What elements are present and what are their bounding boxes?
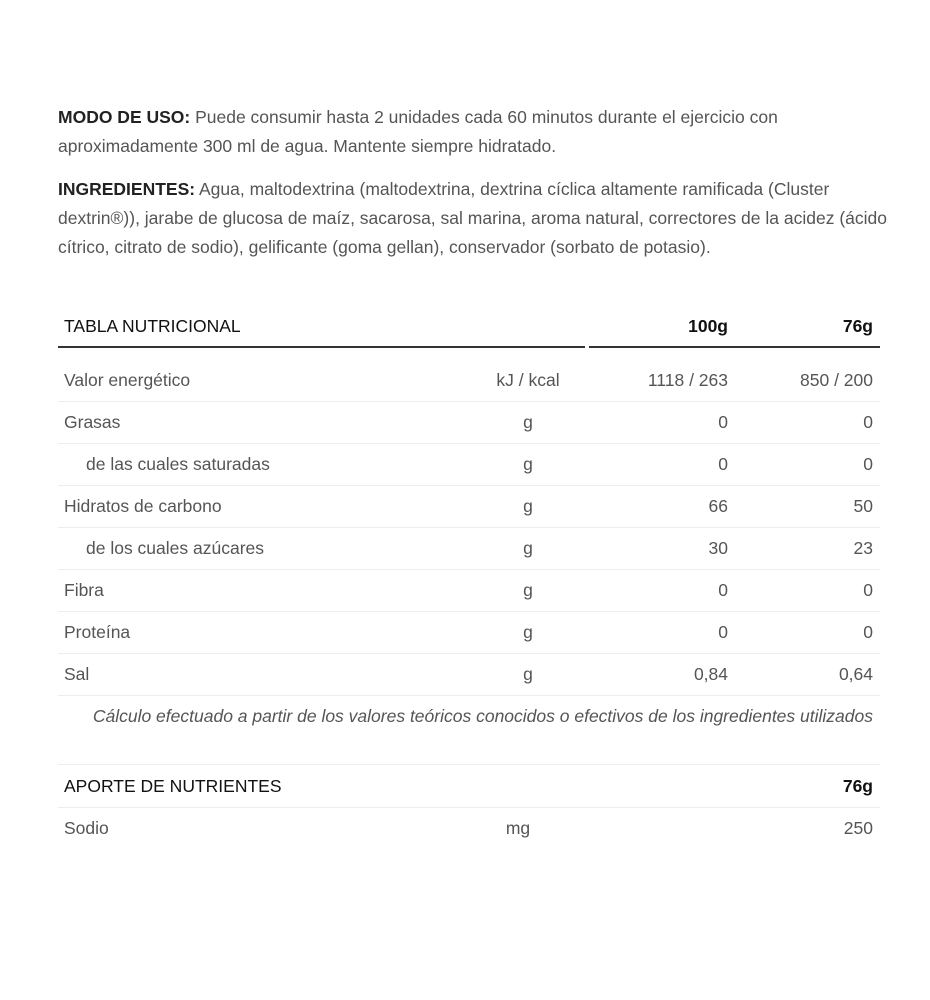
table-row-fiber	[58, 569, 880, 612]
table-row-fats	[58, 401, 880, 444]
row-value-100g: 30	[708, 538, 728, 558]
row-value-76g: 50	[853, 496, 873, 516]
table-row-sugars	[58, 527, 880, 570]
table-row-saturated	[58, 443, 880, 486]
nutrients-table-title: APORTE DE NUTRIENTES	[64, 776, 282, 796]
row-value-100g: 1118 / 263	[647, 370, 728, 390]
table-row-carbohydrates	[58, 485, 880, 528]
row-name: Fibra	[64, 580, 104, 600]
row-value-100g: 0	[718, 580, 728, 600]
ingredients-label: INGREDIENTES:	[58, 179, 196, 199]
row-unit: mg	[505, 818, 531, 838]
row-value-100g: 0	[718, 622, 728, 642]
row-value-76g: 0	[863, 580, 873, 600]
row-name: Proteína	[64, 622, 131, 642]
row-unit: g	[523, 538, 533, 558]
row-unit: g	[523, 454, 533, 474]
row-value-100g: 66	[708, 496, 728, 516]
row-value-76g: 250	[843, 818, 873, 838]
table-row-sodium	[58, 807, 880, 849]
table-row-salt	[58, 653, 880, 696]
row-value-100g: 0,84	[693, 664, 728, 684]
row-name: Valor energético	[64, 370, 191, 390]
row-value-76g: 0	[863, 412, 873, 432]
row-name: Grasas	[64, 412, 121, 432]
row-unit: g	[523, 580, 533, 600]
header-divider-right	[589, 346, 880, 348]
nutrients-column-header-76g: 76g	[842, 776, 873, 796]
table-row-energy	[58, 359, 880, 402]
usage-label: MODO DE USO:	[58, 107, 191, 127]
row-unit: g	[523, 622, 533, 642]
nutrition-table-header	[58, 305, 880, 347]
row-value-100g: 0	[718, 454, 728, 474]
column-header-76g: 76g	[842, 316, 873, 336]
row-name: Hidratos de carbono	[64, 496, 222, 516]
row-name: Sodio	[64, 818, 109, 838]
row-name: de las cuales saturadas	[86, 454, 270, 474]
table-row-protein	[58, 611, 880, 654]
row-unit: g	[523, 412, 533, 432]
row-unit: g	[523, 496, 533, 516]
header-divider-left	[58, 346, 585, 348]
row-unit: g	[523, 664, 533, 684]
ingredients-text: Agua, maltodextrina (maltodextrina, dextrina cíclica altamente ramificada (Cluster dextrin®)), jarabe de glucosa de maíz, sacarosa, sal marina, aroma natural, correctores de la acidez (ácido cítrico, citrato de sodio), gelificante (goma gellan), conservador (sorbato de potasio).	[58, 179, 887, 257]
usage-instructions	[58, 103, 888, 161]
ingredients-paragraph	[58, 175, 888, 262]
row-unit: kJ / kcal	[496, 370, 560, 390]
nutrition-footnote: Cálculo efectuado a partir de los valores teóricos conocidos o efectivos de los ingredientes utilizados	[92, 706, 873, 726]
row-name: Sal	[64, 664, 90, 684]
usage-text: Puede consumir hasta 2 unidades cada 60 minutos durante el ejercicio con aproximadamente 300 ml de agua. Mantente siempre hidratado.	[58, 107, 778, 156]
row-value-76g: 0	[863, 454, 873, 474]
row-value-76g: 23	[853, 538, 873, 558]
row-value-76g: 0,64	[838, 664, 873, 684]
row-value-76g: 850 / 200	[800, 370, 873, 390]
row-value-76g: 0	[863, 622, 873, 642]
row-value-100g: 0	[718, 412, 728, 432]
row-name: de los cuales azúcares	[86, 538, 265, 558]
nutrients-table-header	[58, 765, 880, 808]
nutrition-table-title: TABLA NUTRICIONAL	[64, 316, 241, 336]
column-header-100g: 100g	[688, 316, 728, 336]
